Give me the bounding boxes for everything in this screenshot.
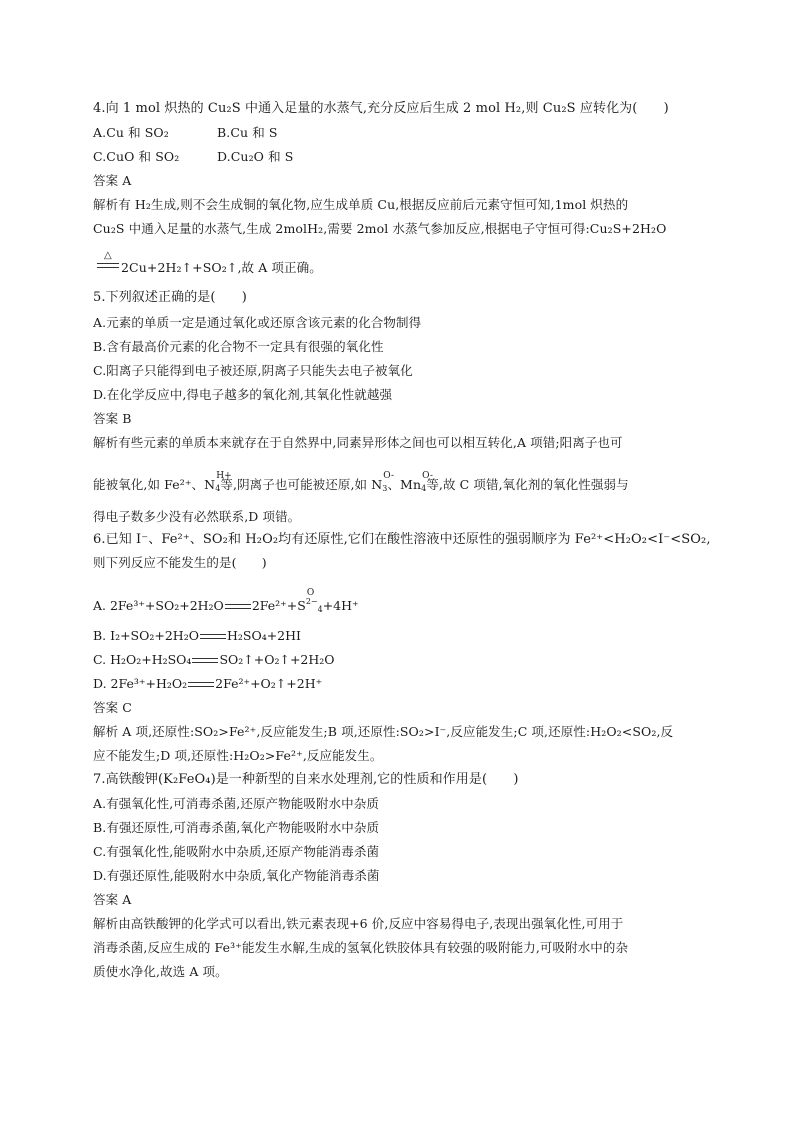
q5-analysis-text-b: 等,阴离子也可能被还原,如 N bbox=[220, 477, 383, 492]
q7-stem: 7.高铁酸钾(K₂FeO₄)是一种新型的自来水处理剂,它的性质和作用是( ) bbox=[93, 772, 519, 787]
q6-stem-line2: 则下列反应不能发生的是( ) bbox=[93, 555, 267, 570]
q5-analysis-text-d: 等,故 C 项错,氧化剂的氧化性强弱与 bbox=[426, 477, 629, 492]
q6-option-c bbox=[93, 652, 335, 667]
q5-answer: 答案 B bbox=[93, 411, 132, 426]
q5-option-a: A.元素的单质一定是通过氧化或还原含该元素的化合物制得 bbox=[93, 315, 422, 330]
ion-sub: 4 bbox=[421, 484, 427, 493]
q7-analysis-line3: 质使水净化,故选 A 项。 bbox=[93, 964, 228, 979]
q6-option-d bbox=[93, 676, 322, 691]
equals-bar bbox=[200, 634, 226, 639]
q7-analysis-line1: 解析由高铁酸钾的化学式可以看出,铁元素表现+6 价,反应中容易得电子,表现出强氧化性,可用于 bbox=[93, 916, 624, 931]
equation-end: +4H⁺ bbox=[322, 598, 359, 613]
equation-right: 2Fe²⁺+S bbox=[251, 598, 306, 613]
q4-option-b: B.Cu 和 S bbox=[217, 125, 278, 140]
equation-left: D. 2Fe³⁺+H₂O₂ bbox=[93, 676, 188, 691]
ammonium-ion bbox=[215, 471, 232, 497]
delta-symbol: △ bbox=[104, 250, 112, 261]
ion-top: H+ bbox=[216, 471, 232, 481]
q6-option-a bbox=[93, 588, 359, 614]
equals-bar bbox=[188, 682, 214, 687]
equation-left: A. 2Fe³⁺+SO₂+2H₂O bbox=[93, 598, 224, 613]
q6-option-b bbox=[93, 628, 301, 643]
q7-analysis-line2: 消毒杀菌,反应生成的 Fe³⁺能发生水解,生成的氢氧化铁胶体具有较强的吸附能力,可吸附水中的杂 bbox=[93, 940, 629, 955]
q6-analysis-line1: 解析 A 项,还原性:SO₂>Fe²⁺,反应能发生;B 项,还原性:SO₂>I⁻,反应能发生;C 项,还原性:H₂O₂<SO₂,反 bbox=[93, 724, 674, 739]
equals-bar bbox=[97, 263, 119, 268]
sulfate-ion bbox=[305, 588, 323, 614]
q7-option-a: A.有强氧化性,可消毒杀菌,还原产物能吸附水中杂质 bbox=[93, 796, 379, 811]
equation-left: C. H₂O₂+H₂SO₄ bbox=[93, 652, 192, 667]
q5-option-b: B.含有最高价元素的化合物不一定具有很强的氧化性 bbox=[93, 339, 384, 354]
permanganate-ion bbox=[421, 471, 434, 497]
equation-right: SO₂↑+O₂↑+2H₂O bbox=[219, 652, 335, 667]
q5-option-d: D.在化学反应中,得电子越多的氧化剂,其氧化性就越强 bbox=[93, 387, 393, 402]
q5-analysis-line2 bbox=[93, 471, 629, 497]
equals-bar bbox=[225, 604, 251, 609]
q6-answer: 答案 C bbox=[93, 700, 132, 715]
q7-option-c: C.有强氧化性,能吸附水中杂质,还原产物能消毒杀菌 bbox=[93, 844, 380, 859]
q4-option-c: C.CuO 和 SO₂ bbox=[93, 149, 180, 164]
q4-analysis-line2: Cu₂S 中通入足量的水蒸气,生成 2molH₂,需要 2mol 水蒸气参加反应,根据电子守恒可得:Cu₂S+2H₂O bbox=[93, 221, 667, 236]
q7-option-d: D.有强还原性,能吸附水中杂质,氧化产物能消毒杀菌 bbox=[93, 868, 380, 883]
q5-analysis-text-c: 、Mn bbox=[387, 477, 422, 492]
q4-option-d: D.Cu₂O 和 S bbox=[217, 149, 294, 164]
q4-analysis-line1: 解析有 H₂生成,则不会生成铜的氧化物,应生成单质 Cu,根据反应前后元素守恒可知,1mol 炽热的 bbox=[93, 197, 629, 212]
q4-answer: 答案 A bbox=[93, 173, 132, 188]
q5-stem: 5.下列叙述正确的是( ) bbox=[93, 290, 247, 305]
q5-analysis-text-a: 能被氧化,如 Fe²⁺、N bbox=[93, 477, 216, 492]
q4-option-a: A.Cu 和 SO₂ bbox=[93, 125, 169, 140]
ion-top: O- bbox=[383, 471, 395, 481]
heating-arrow bbox=[97, 251, 121, 269]
q4-options-cd bbox=[93, 149, 293, 165]
q5-analysis-line1: 解析有些元素的单质本来就存在于自然界中,同素异形体之间也可以相互转化,A 项错;阳离子也可 bbox=[93, 435, 623, 450]
q6-stem-line1: 6.已知 I⁻、Fe²⁺、SO₂和 H₂O₂均有还原性,它们在酸性溶液中还原性的强弱顺序为 Fe²⁺<H₂O₂<I⁻<SO₂, bbox=[93, 532, 711, 547]
equation-right: H₂SO₄+2HI bbox=[226, 628, 301, 643]
q4-analysis-line3: 2Cu+2H₂↑+SO₂↑,故 A 项正确。 bbox=[121, 260, 322, 275]
ion-top: O bbox=[306, 588, 315, 598]
q7-answer: 答案 A bbox=[93, 892, 132, 907]
ion-sub: 4 bbox=[317, 605, 323, 614]
q6-analysis-line2: 应不能发生;D 项,还原性:H₂O₂>Fe²⁺,反应能发生。 bbox=[93, 748, 383, 763]
q4-stem: 4.向 1 mol 炽热的 Cu₂S 中通入足量的水蒸气,充分反应后生成 2 mol H₂,则 Cu₂S 应转化为( ) bbox=[93, 101, 669, 116]
ion-sub: 4 bbox=[215, 484, 221, 493]
q5-analysis-line3: 得电子数多少没有必然联系,D 项错。 bbox=[93, 509, 301, 524]
q7-option-b: B.有强还原性,可消毒杀菌,氧化产物能吸附水中杂质 bbox=[93, 820, 380, 835]
ion-top: O- bbox=[422, 471, 434, 481]
equation-left: B. I₂+SO₂+2H₂O bbox=[93, 628, 199, 643]
q4-options-ab bbox=[93, 125, 278, 141]
equation-right: 2Fe²⁺+O₂↑+2H⁺ bbox=[215, 676, 323, 691]
ion-sub: 3 bbox=[382, 484, 388, 493]
nitrate-ion bbox=[382, 471, 395, 497]
q5-option-c: C.阳离子只能得到电子被还原,阴离子只能失去电子被氧化 bbox=[93, 363, 413, 378]
equals-bar bbox=[192, 658, 218, 663]
ion-charge: 2− bbox=[305, 597, 318, 606]
